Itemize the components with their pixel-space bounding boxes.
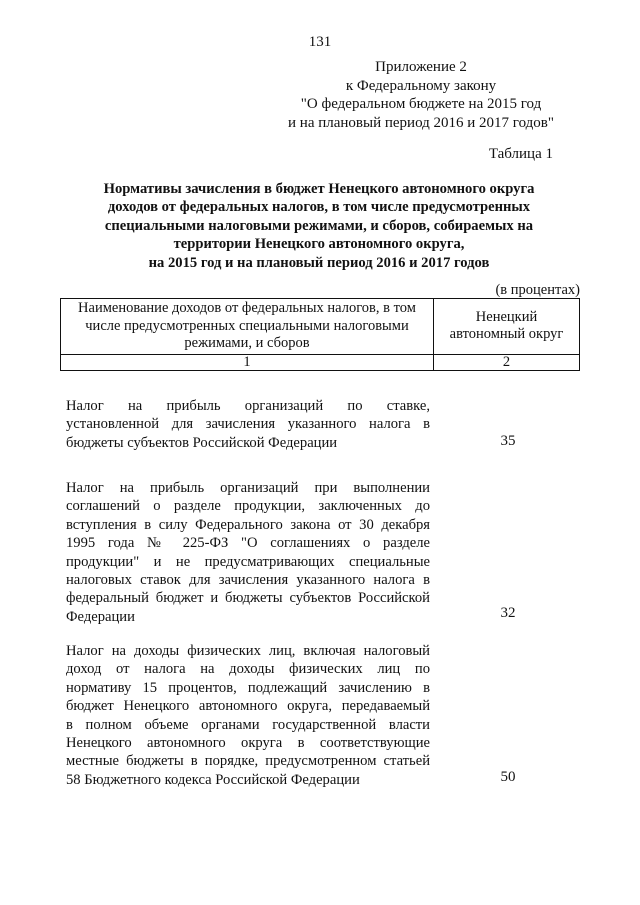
table-number-row [61, 354, 580, 370]
income-row-value: 32 [500, 605, 516, 621]
title-line: специальными налоговыми режимами, и сборов, собираемых на [104, 217, 534, 234]
text-line: в полном объеме органами государственной власти [66, 716, 430, 733]
column-header-income-name: Наименование доходов от федеральных налогов, в том числе предусмотренных специальными налоговыми режимами, и сборов [61, 299, 434, 355]
text-line: местные бюджеты в порядке, предусмотренном статьей [66, 753, 430, 770]
text-line: соглашений о разделе продукции, заключенных до [66, 498, 430, 515]
appendix-line: и на плановый период 2016 и 2017 годов" [288, 114, 554, 131]
title-line: доходов от федеральных налогов, в том числе предусмотренных [107, 199, 531, 216]
income-row-value: 35 [500, 433, 516, 449]
text-line: Налог на доходы физических лиц, включая налоговый [66, 643, 430, 659]
appendix-line: Приложение 2 [375, 59, 467, 75]
income-row-value: 50 [500, 769, 516, 785]
text-line: продукции" и не предусматривающих специальные [66, 553, 430, 570]
title-line: на 2015 год и на плановый период 2016 и 2017 годов [148, 254, 490, 271]
text-line: 1995 года № 225-ФЗ "О соглашениях о разделе [66, 535, 430, 552]
appendix-line: "О федеральном бюджете на 2015 год [300, 96, 542, 112]
text-line: вступления в силу Федерального закона от 30 декабря [66, 516, 430, 533]
title-line: Нормативы зачисления в бюджет Ненецкого автономного округа [103, 181, 535, 197]
text-line: доход от налога на доходы физических лиц по [66, 661, 430, 678]
unit-note: (в процентах) [495, 282, 580, 298]
text-line: Налог на прибыль организаций при выполнении [66, 480, 430, 496]
income-row-name [66, 397, 430, 452]
text-line: бюджет Ненецкого автономного округа, передаваемый [66, 698, 430, 715]
income-row-name [66, 479, 430, 626]
text-line: Налог на прибыль организаций по ставке, [66, 398, 430, 414]
appendix-line: к Федеральному закону [345, 77, 497, 94]
page-number: 131 [308, 34, 332, 50]
text-line: налоговых ставок для зачисления указанного налога в [66, 572, 430, 589]
text-line: Ненецкого автономного округа в соответствующие [66, 735, 430, 752]
text-line: нормативу 15 процентов, подлежащий зачислению в [66, 679, 430, 696]
text-line: 58 Бюджетного кодекса Российской Федерации [66, 771, 360, 788]
column-header-region: Ненецкий автономный округ [434, 299, 580, 355]
table-header-row [61, 299, 580, 355]
table-label: Таблица 1 [488, 146, 553, 162]
column-number-1: 1 [61, 354, 434, 370]
table-header [60, 298, 580, 371]
text-line: бюджеты субъектов Российской Федерации [66, 434, 338, 451]
text-line: Федерации [66, 608, 135, 625]
income-row-name [66, 642, 430, 789]
document-title [82, 180, 556, 272]
title-line: территории Ненецкого автономного округа, [173, 236, 465, 253]
text-line: установленной для зачисления указанного налога в [66, 416, 430, 433]
appendix-block [288, 58, 554, 132]
text-line: федеральный бюджет и бюджеты субъектов Российской [66, 590, 430, 607]
column-number-2: 2 [434, 354, 580, 370]
